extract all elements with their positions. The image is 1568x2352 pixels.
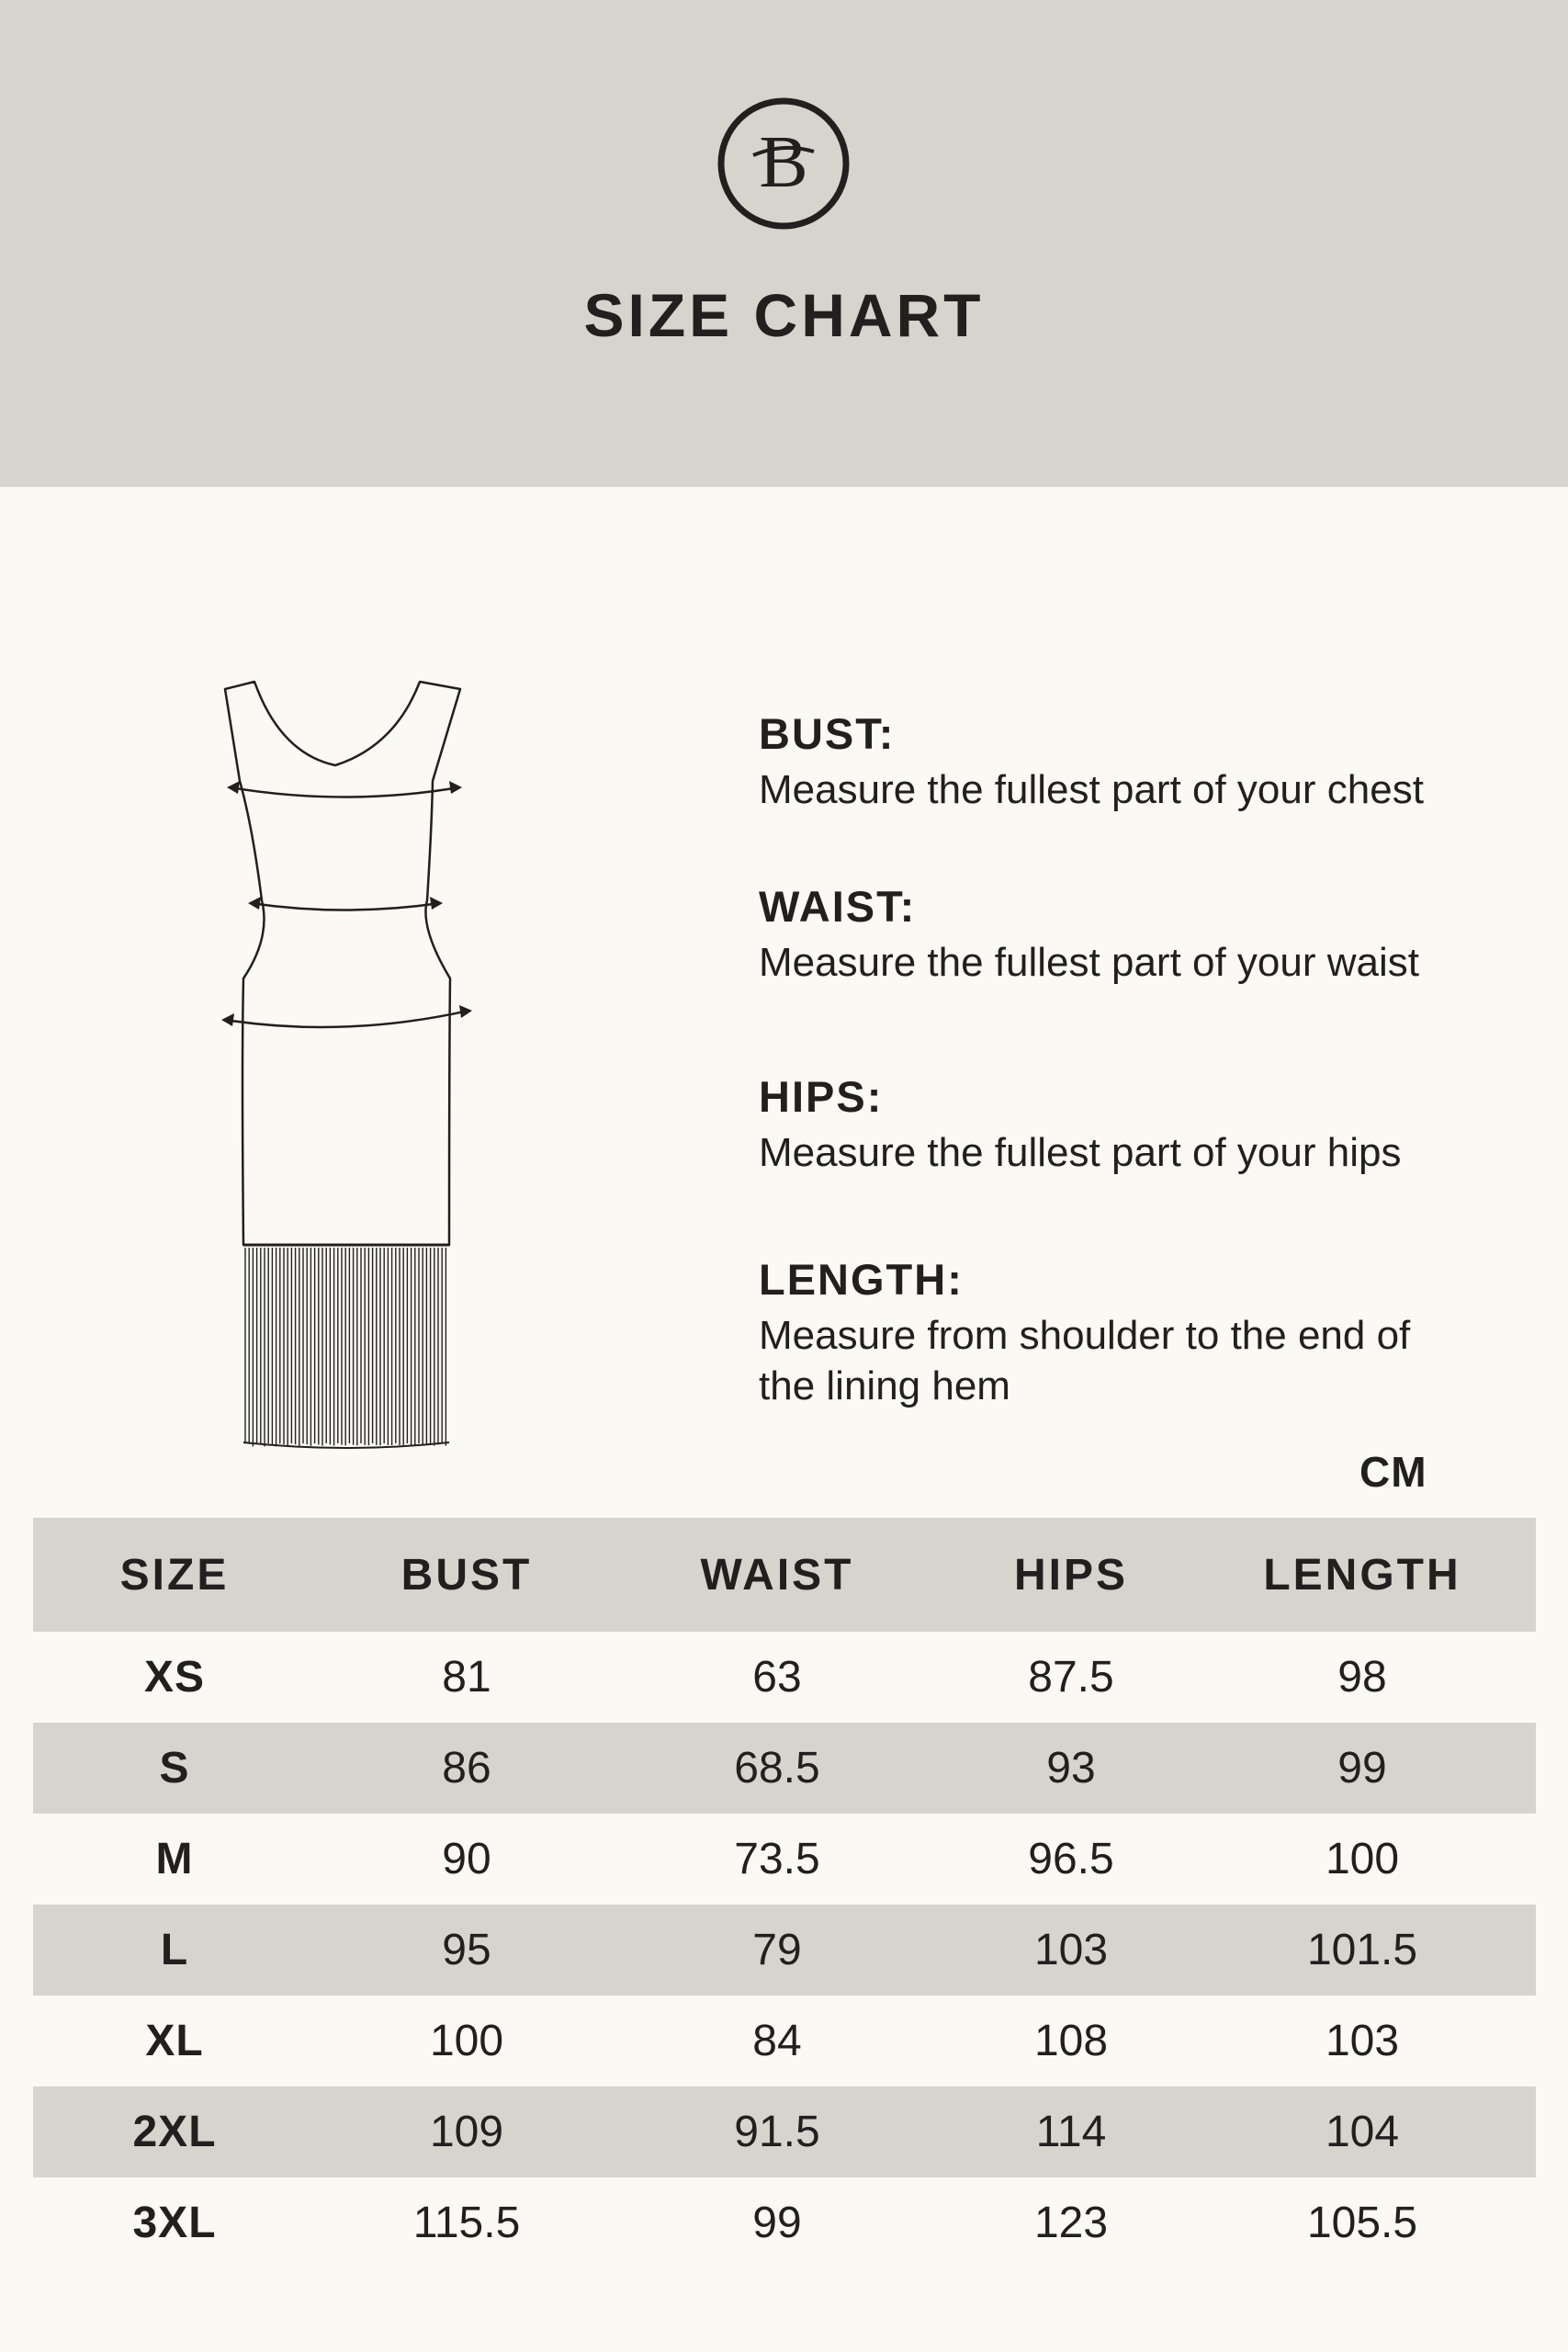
cell-bust: 109 <box>429 2108 504 2156</box>
cell-size: S <box>159 1744 190 1792</box>
dress-measurement-diagram <box>207 671 482 1461</box>
cell-length: 101.5 <box>1306 1926 1418 1974</box>
cell-size: 2XL <box>132 2108 217 2156</box>
cell-bust: 100 <box>429 2017 504 2065</box>
cell-waist: 68.5 <box>734 1744 820 1792</box>
column-header-bust: BUST <box>400 1550 533 1600</box>
column-header-waist: WAIST <box>700 1550 854 1600</box>
cell-waist: 91.5 <box>734 2108 820 2156</box>
table-row <box>33 1723 1536 1814</box>
cell-hips: 87.5 <box>1028 1653 1114 1702</box>
guide-length-label: LENGTH: <box>759 1255 964 1304</box>
cell-hips: 93 <box>1046 1744 1096 1792</box>
cell-bust: 81 <box>442 1653 491 1702</box>
cell-size: XS <box>143 1653 206 1702</box>
brand-logo-icon <box>716 96 851 231</box>
cell-length: 98 <box>1337 1653 1387 1702</box>
guide-length-desc <box>759 1310 1410 1411</box>
guide-length-desc-line2: the lining hem <box>759 1363 1010 1408</box>
guide-length-desc-line1: Measure from shoulder to the end of <box>759 1313 1411 1358</box>
brand-logo-letter: B <box>759 122 808 203</box>
cell-bust: 95 <box>442 1926 491 1974</box>
cell-bust: 90 <box>442 1835 491 1883</box>
cell-hips: 96.5 <box>1028 1835 1114 1883</box>
guide-waist-label: WAIST: <box>759 882 917 931</box>
cell-size: 3XL <box>132 2199 217 2247</box>
column-header-size: SIZE <box>119 1550 230 1600</box>
guide-length <box>759 1255 1411 1411</box>
guide-waist <box>759 882 1419 988</box>
cell-hips: 114 <box>1035 2108 1107 2156</box>
cell-waist: 79 <box>752 1926 802 1974</box>
cell-bust: 115.5 <box>412 2199 521 2247</box>
cell-waist: 99 <box>752 2199 802 2247</box>
unit-label: CM <box>1359 1448 1427 1496</box>
cell-length: 105.5 <box>1306 2199 1418 2247</box>
cell-waist: 63 <box>752 1653 802 1702</box>
cell-hips: 103 <box>1033 1926 1109 1974</box>
cell-hips: 123 <box>1033 2199 1109 2247</box>
page-title: SIZE CHART <box>583 281 985 349</box>
table-row <box>33 1996 1536 2086</box>
table-row <box>33 1905 1536 1996</box>
guide-bust <box>759 709 1424 815</box>
cell-size: XL <box>145 2017 204 2065</box>
guide-bust-desc: Measure the fullest part of your chest <box>759 767 1424 812</box>
cell-length: 103 <box>1325 2017 1400 2065</box>
column-header-hips: HIPS <box>1013 1550 1129 1600</box>
guide-bust-label: BUST: <box>759 709 896 758</box>
guide-waist-desc: Measure the fullest part of your waist <box>759 940 1419 985</box>
guide-hips <box>759 1072 1402 1178</box>
guide-hips-desc: Measure the fullest part of your hips <box>759 1130 1402 1175</box>
column-header-length: LENGTH <box>1263 1550 1461 1600</box>
table-row <box>33 2086 1536 2177</box>
cell-waist: 73.5 <box>734 1835 820 1883</box>
cell-bust: 86 <box>442 1744 491 1792</box>
cell-size: L <box>160 1926 189 1974</box>
table-row <box>33 2177 1536 2268</box>
table-header-row <box>33 1518 1536 1632</box>
table-row <box>33 1814 1536 1905</box>
cell-length: 100 <box>1325 1835 1400 1883</box>
cell-length: 99 <box>1337 1744 1387 1792</box>
cell-waist: 84 <box>752 2017 802 2065</box>
guide-hips-label: HIPS: <box>759 1072 884 1121</box>
cell-size: M <box>155 1835 194 1883</box>
cell-hips: 108 <box>1033 2017 1109 2065</box>
header-band <box>0 0 1568 487</box>
table-row <box>33 1632 1536 1723</box>
cell-length: 104 <box>1325 2108 1400 2156</box>
size-table <box>33 1518 1536 2268</box>
